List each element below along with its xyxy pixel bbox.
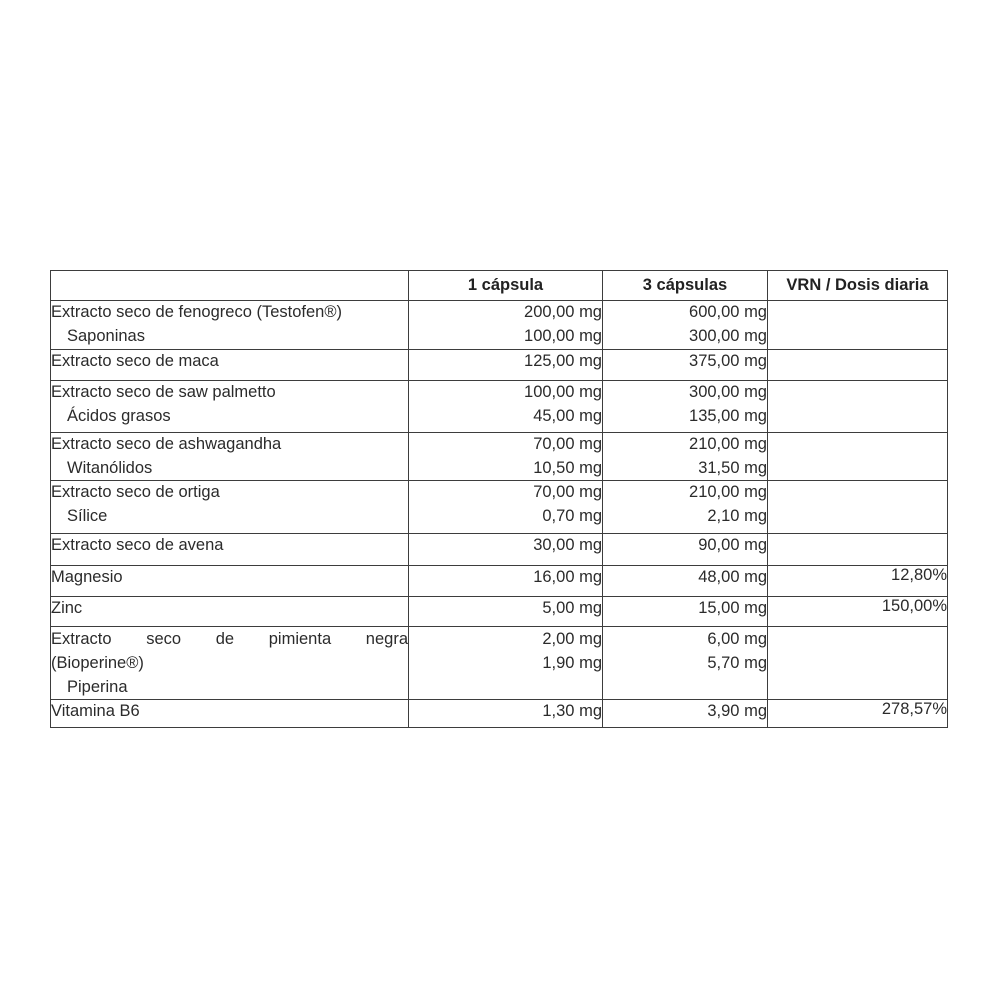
amount-1-capsula: 30,00 mg xyxy=(533,536,602,554)
amount-1-capsula: 70,00 mg xyxy=(533,435,602,453)
amount-3-capsulas: 48,00 mg xyxy=(698,568,767,586)
vrn-value: 12,80% xyxy=(768,566,948,597)
vrn-value xyxy=(768,534,948,566)
ingredient-name: Extracto seco de maca xyxy=(51,352,219,370)
ingredient-name: Zinc xyxy=(51,599,83,617)
table-row-vitamina-b6 xyxy=(51,700,948,728)
amount-3-capsulas: 90,00 mg xyxy=(698,536,767,554)
ingredient-name: Extracto seco de fenogreco (Testofen®) xyxy=(51,303,342,321)
amount-3-capsulas: 300,00 mg xyxy=(689,383,767,401)
amount-3-capsulas-sub: 135,00 mg xyxy=(689,406,767,425)
amount-3-capsulas-sub: 5,70 mg xyxy=(707,654,767,672)
amount-1-capsula-sub: 0,70 mg xyxy=(542,506,602,525)
table-row-zinc xyxy=(51,597,948,627)
amount-3-capsulas: 375,00 mg xyxy=(689,352,767,370)
amount-1-capsula-sub: 45,00 mg xyxy=(533,406,602,425)
amount-3-capsulas: 15,00 mg xyxy=(698,599,767,617)
amount-1-capsula: 2,00 mg xyxy=(542,630,602,648)
vrn-value xyxy=(768,433,948,481)
supplement-facts-table xyxy=(50,270,948,728)
ingredient-name: Extracto seco de avena xyxy=(51,536,224,554)
amount-3-capsulas: 210,00 mg xyxy=(689,435,767,453)
amount-3-capsulas: 210,00 mg xyxy=(689,483,767,501)
vrn-value xyxy=(768,350,948,381)
header-1-capsula: 1 cápsula xyxy=(409,271,603,301)
table-row-magnesio xyxy=(51,566,948,597)
ingredient-subcomponent: Ácidos grasos xyxy=(67,406,171,425)
ingredient-name: Magnesio xyxy=(51,568,123,586)
table-row-maca xyxy=(51,350,948,381)
table-row-pimienta-negra xyxy=(51,627,948,700)
ingredient-subcomponent: Piperina xyxy=(67,678,128,696)
vrn-value xyxy=(768,627,948,700)
amount-3-capsulas: 6,00 mg xyxy=(707,630,767,648)
amount-1-capsula-sub: 10,50 mg xyxy=(533,458,602,477)
amount-1-capsula: 16,00 mg xyxy=(533,568,602,586)
header-3-capsulas: 3 cápsulas xyxy=(603,271,768,301)
ingredient-name: Extracto seco de ashwagandha xyxy=(51,435,282,453)
amount-1-capsula-sub: 1,90 mg xyxy=(542,654,602,672)
ingredient-subcomponent: Sílice xyxy=(67,506,108,525)
vrn-value: 278,57% xyxy=(768,700,948,728)
ingredient-subcomponent: Saponinas xyxy=(67,326,145,345)
amount-1-capsula: 1,30 mg xyxy=(542,702,602,720)
ingredient-name: Extracto seco de ortiga xyxy=(51,483,220,501)
header-row xyxy=(51,271,948,301)
amount-1-capsula-sub: 100,00 mg xyxy=(524,326,602,345)
amount-3-capsulas-sub: 300,00 mg xyxy=(689,326,767,345)
amount-3-capsulas: 3,90 mg xyxy=(707,702,767,720)
table-row-ortiga xyxy=(51,481,948,534)
vrn-value: 150,00% xyxy=(768,597,948,627)
amount-3-capsulas: 600,00 mg xyxy=(689,303,767,321)
table-row-saw-palmetto xyxy=(51,381,948,433)
table-row-fenogreco xyxy=(51,301,948,350)
vrn-value xyxy=(768,301,948,350)
amount-3-capsulas-sub: 31,50 mg xyxy=(698,458,767,477)
ingredient-name: Extracto seco de saw palmetto xyxy=(51,383,276,401)
header-ingredient-blank xyxy=(51,271,409,301)
amount-1-capsula: 70,00 mg xyxy=(533,483,602,501)
vrn-value xyxy=(768,481,948,534)
amount-1-capsula: 100,00 mg xyxy=(524,383,602,401)
amount-1-capsula: 5,00 mg xyxy=(542,599,602,617)
table-row-avena xyxy=(51,534,948,566)
vrn-value xyxy=(768,381,948,433)
ingredient-name-continued: (Bioperine®) xyxy=(51,654,144,672)
amount-1-capsula: 125,00 mg xyxy=(524,352,602,370)
ingredient-subcomponent: Witanólidos xyxy=(67,458,153,477)
ingredient-name: Extracto seco de pimienta negra xyxy=(51,630,408,648)
table-row-ashwagandha xyxy=(51,433,948,481)
header-vrn-dosis-diaria: VRN / Dosis diaria xyxy=(768,271,948,301)
ingredient-name: Vitamina B6 xyxy=(51,702,140,720)
amount-3-capsulas-sub: 2,10 mg xyxy=(707,506,767,525)
amount-1-capsula: 200,00 mg xyxy=(524,303,602,321)
